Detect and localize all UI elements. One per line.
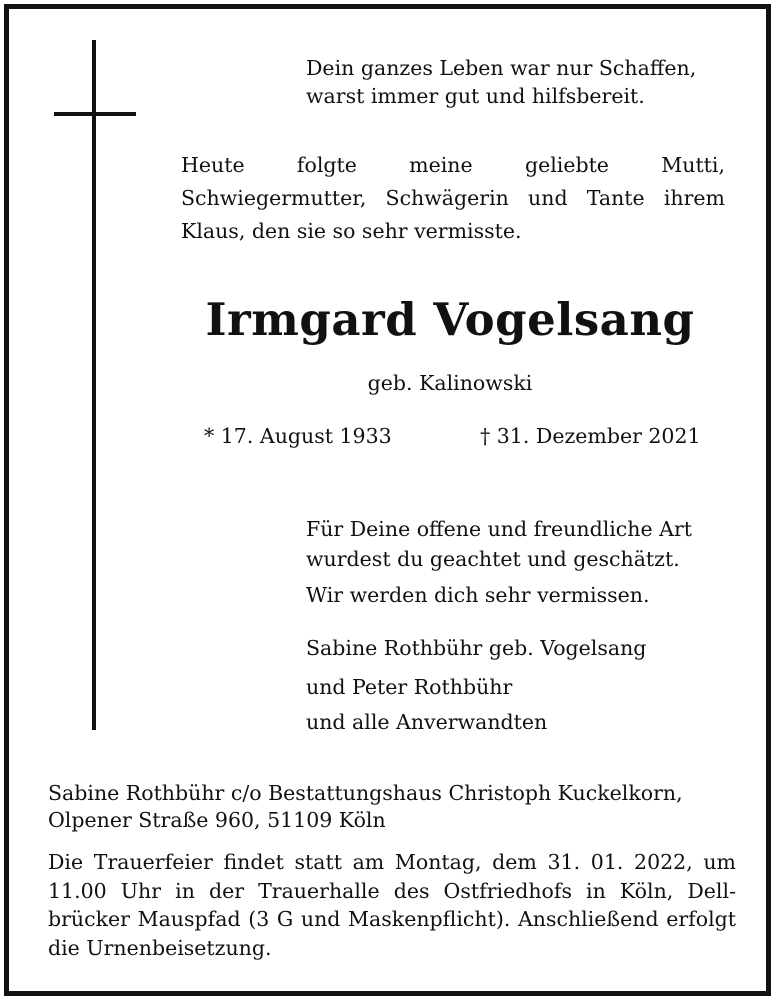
intro-text: Heute folgte meine geliebte Mutti, Schwiegermutter, Schwägerin und Tante ihrem Klaus, den sie so sehr vermisste.	[181, 153, 725, 243]
motto-line: Dein ganzes Leben war nur Schaffen,	[306, 56, 697, 80]
quote-line: wurdest du geachtet und geschätzt.	[306, 547, 680, 571]
maiden-name: geb. Kalinowski	[367, 371, 533, 395]
quote-line: Für Deine offene und freundliche Art	[306, 517, 692, 541]
funeral-notice: Die Trauerfeier findet statt am Montag, dem 31. 01. 2022, um 11.00 Uhr in der Trauerhalle des Ostfriedhofs in Köln, Dellbrücker Mauspfad (3 G und Maskenpflicht). Anschließend erfolgt die Urnenbeisetzung.	[48, 850, 736, 960]
address-line: Sabine Rothbühr c/o Bestattungshaus Christoph Kuckelkorn,	[48, 781, 683, 805]
mourner-line: und alle Anverwandten	[306, 710, 548, 734]
address-line: Olpener Straße 960, 51109 Köln	[48, 808, 386, 832]
mourner-line: und Peter Rothbühr	[306, 675, 513, 699]
birth-date: * 17. August 1933	[204, 424, 392, 448]
cross-icon-bar	[54, 112, 136, 116]
cross-icon	[92, 40, 96, 730]
motto-line: warst immer gut und hilfsbereit.	[306, 84, 645, 108]
deceased-name: Irmgard Vogelsang	[205, 293, 695, 346]
mourner-line: Sabine Rothbühr geb. Vogelsang	[306, 636, 647, 660]
death-date: † 31. Dezember 2021	[480, 424, 701, 448]
quote-line: Wir werden dich sehr vermissen.	[306, 583, 650, 607]
